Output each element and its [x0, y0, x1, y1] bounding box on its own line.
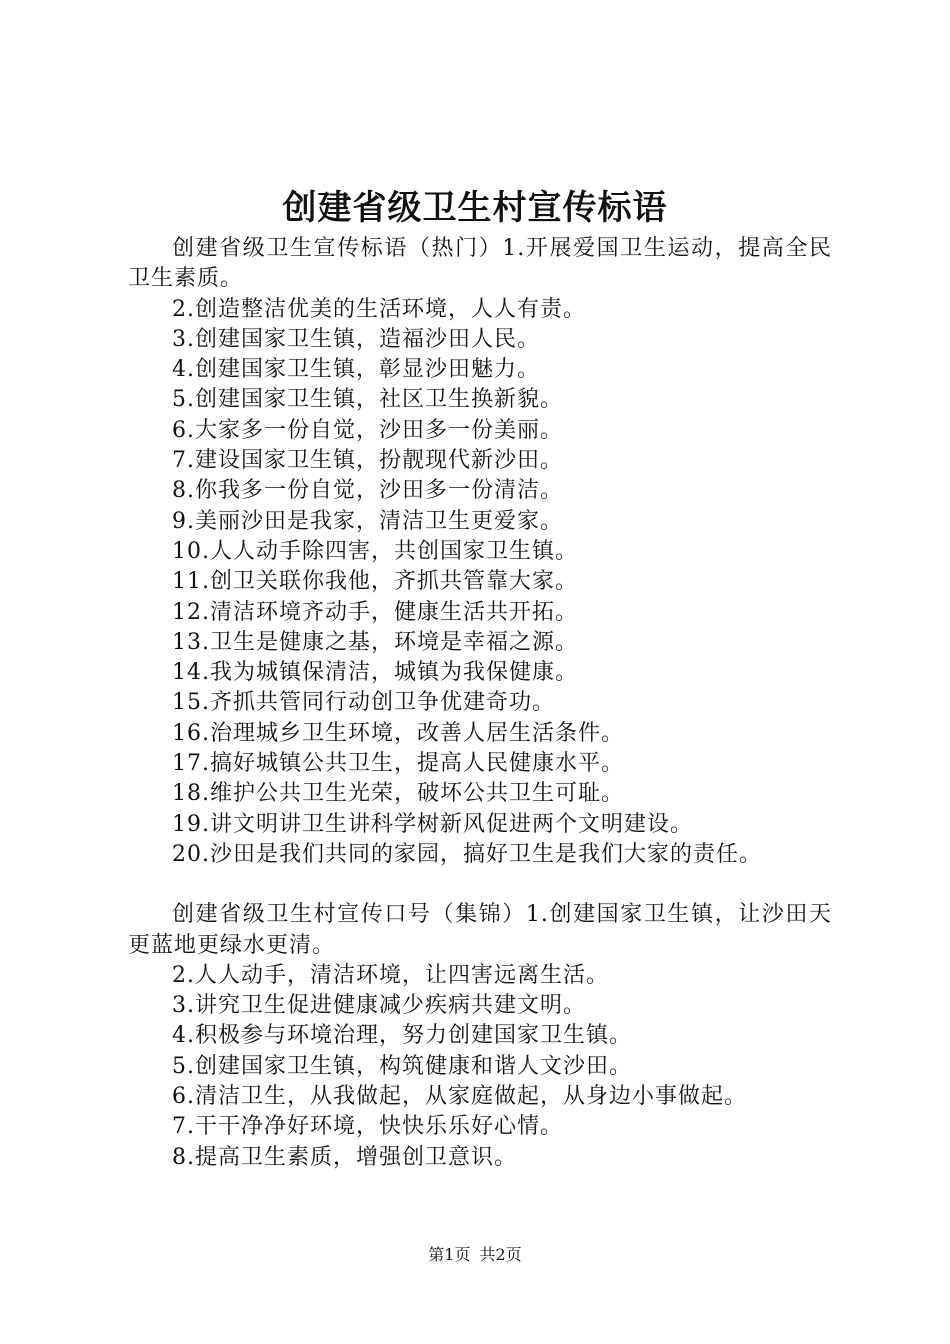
list-item: 3.讲究卫生促进健康减少疾病共建文明。 — [172, 993, 586, 1019]
list-item: 13.卫生是健康之基，环境是幸福之源。 — [172, 629, 578, 655]
list-item: 3.创建国家卫生镇，造福沙田人民。 — [172, 326, 540, 352]
section1-list — [128, 295, 832, 871]
list-item: 6.大家多一份自觉，沙田多一份美丽。 — [172, 417, 563, 443]
list-item: 5.创建国家卫生镇，社区卫生换新貌。 — [172, 387, 563, 413]
list-item: 18.维护公共卫生光荣，破坏公共卫生可耻。 — [172, 781, 624, 807]
list-item: 11.创卫关联你我他，齐抓共管靠大家。 — [172, 569, 578, 595]
document-title: 创建省级卫生村宣传标语 — [282, 188, 668, 228]
document-body — [128, 234, 832, 1173]
list-item: 8.提高卫生素质，增强创卫意识。 — [172, 1144, 517, 1170]
section2-list — [128, 961, 832, 1173]
list-item: 6.清洁卫生，从我做起，从家庭做起，从身边小事做起。 — [172, 1084, 747, 1110]
list-item: 10.人人动手除四害，共创国家卫生镇。 — [172, 538, 578, 564]
list-item: 16.治理城乡卫生环境，改善人居生活条件。 — [172, 720, 624, 746]
list-item: 19.讲文明讲卫生讲科学树新风促进两个文明建设。 — [172, 811, 693, 837]
list-item: 5.创建国家卫生镇，构筑健康和谐人文沙田。 — [172, 1053, 632, 1079]
list-item: 8.你我多一份自觉，沙田多一份清洁。 — [172, 478, 563, 504]
list-item: 7.建设国家卫生镇，扮靓现代新沙田。 — [172, 448, 563, 474]
list-item: 15.齐抓共管同行动创卫争优建奇功。 — [172, 690, 555, 716]
list-item: 17.搞好城镇公共卫生，提高人民健康水平。 — [172, 751, 624, 777]
list-item: 2.人人动手，清洁环境，让四害远离生活。 — [172, 962, 609, 988]
page-footer: 第1页 共2页 — [428, 1245, 522, 1264]
list-item: 12.清洁环境齐动手，健康生活共开拓。 — [172, 599, 578, 625]
list-item: 20.沙田是我们共同的家园，搞好卫生是我们大家的责任。 — [172, 841, 762, 867]
list-item: 7.干干净净好环境，快快乐乐好心情。 — [172, 1114, 563, 1140]
list-item: 2.创造整洁优美的生活环境，人人有责。 — [172, 296, 586, 322]
list-item: 4.创建国家卫生镇，彰显沙田魅力。 — [172, 357, 540, 383]
section-gap — [128, 870, 832, 900]
list-item: 14.我为城镇保清洁，城镇为我保健康。 — [172, 660, 578, 686]
section2-intro: 创建省级卫生村宣传口号（集锦）1.创建国家卫生镇，让沙田天更蓝地更绿水更清。 — [128, 902, 832, 958]
section1-intro: 创建省级卫生宣传标语（热门）1.开展爱国卫生运动，提高全民卫生素质。 — [128, 236, 832, 292]
list-item: 4.积极参与环境治理，努力创建国家卫生镇。 — [172, 1023, 632, 1049]
list-item: 9.美丽沙田是我家，清洁卫生更爱家。 — [172, 508, 563, 534]
